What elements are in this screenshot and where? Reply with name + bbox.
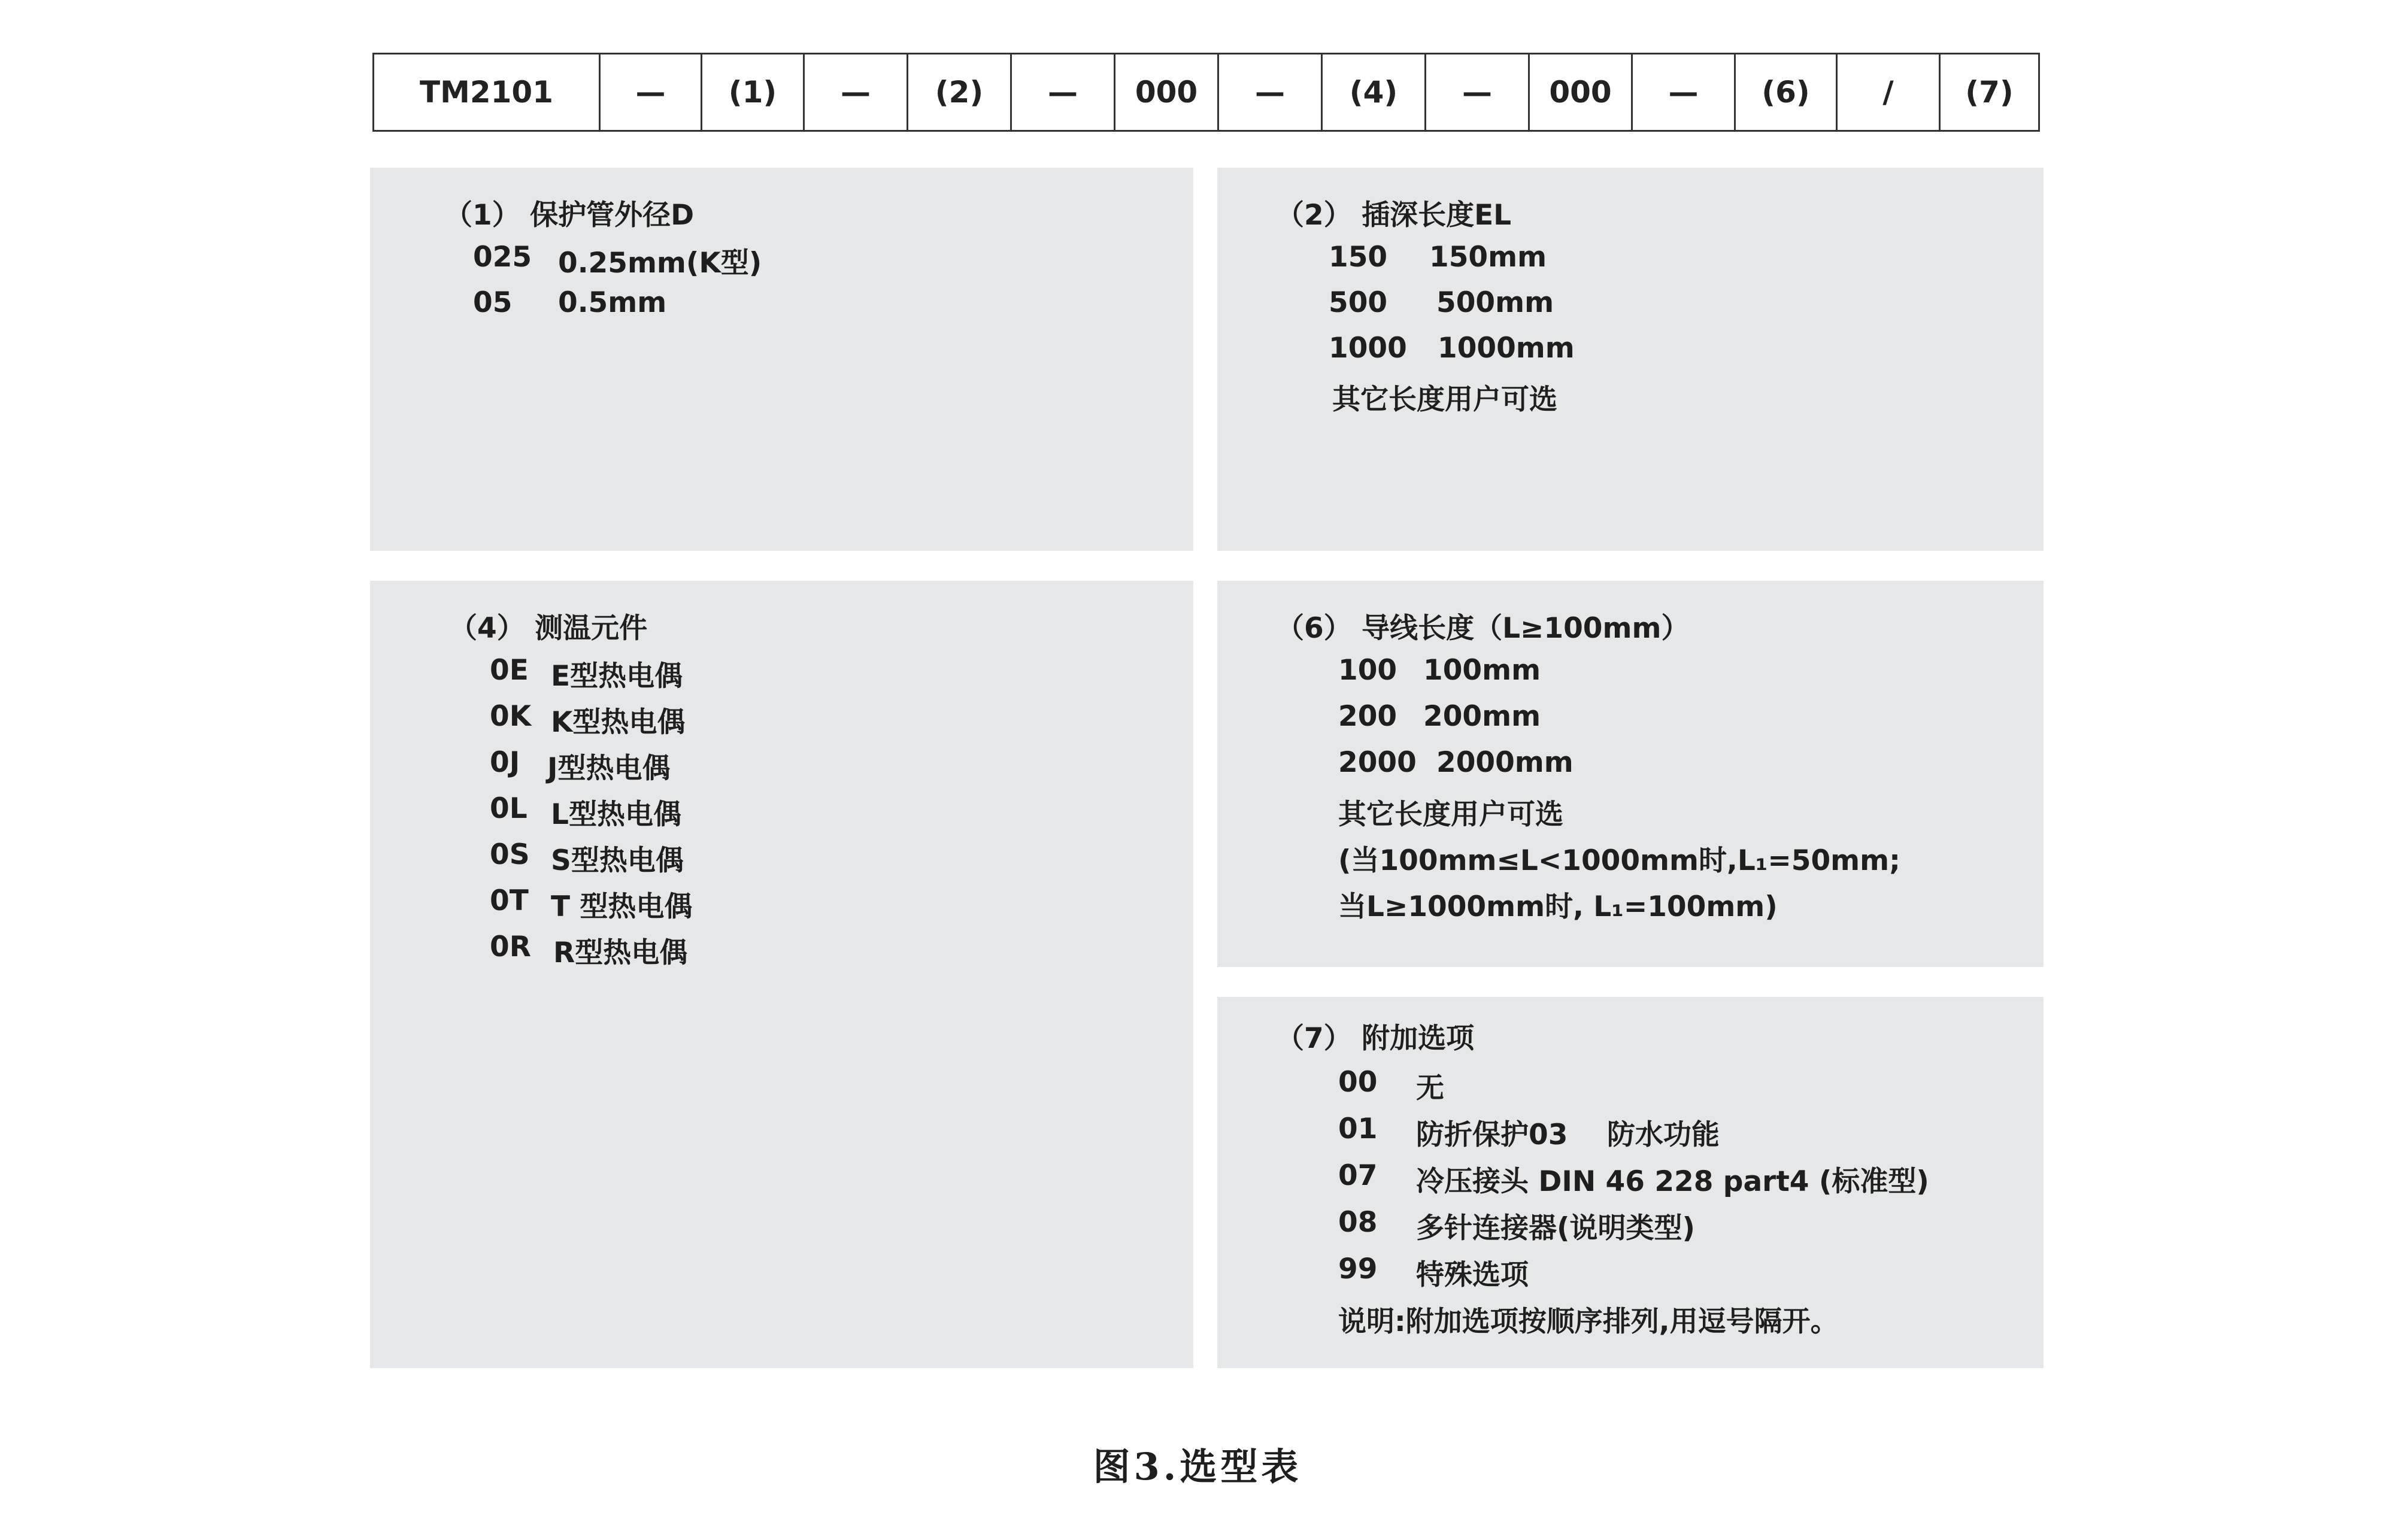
option-desc: 无 [1416,1072,1444,1105]
option-code: 08 [1338,1206,1378,1239]
code-cell-dash: — [1633,54,1736,130]
option-code: 99 [1338,1253,1378,1286]
option-desc: 2000mm [1436,746,1574,779]
option-code: 500 [1329,286,1388,319]
code-cell-7: (7) [1965,75,2014,110]
option-row [473,241,762,281]
option-desc: 500mm [1436,286,1554,319]
option-row [1338,1253,1529,1293]
option-note: 其它长度用户可选 [1332,383,1557,416]
option-code: 0E [490,654,529,687]
panel-title: （1） 保护管外径D [444,199,695,232]
option-row [1338,1066,1444,1106]
option-code: 01 [1338,1112,1378,1145]
code-cell-3: 000 [1115,54,1219,130]
option-desc: 200mm [1423,700,1541,733]
option-desc: K型热电偶 [551,706,686,739]
option-desc: L型热电偶 [551,798,681,831]
code-cell-5: 000 [1530,54,1633,130]
panel-additional-options [1217,997,2044,1368]
option-code: 100 [1338,654,1397,687]
option-desc: 冷压接头 DIN 46 228 part4 (标准型) [1416,1165,1929,1198]
panel-title: （2） 插深长度EL [1276,199,1512,232]
option-row [1338,746,1574,779]
option-row [490,654,683,694]
option-code: 0T [490,884,529,917]
option-desc: R型热电偶 [553,936,688,969]
panel-sensing-element [370,581,1193,1368]
code-cell-slash: / [1838,54,1941,130]
option-desc: 特殊选项 [1416,1259,1529,1292]
option-code: 07 [1338,1159,1378,1192]
option-row [490,930,687,971]
option-row [1329,286,1554,319]
option-desc: 1000mm [1438,332,1575,365]
option-row [490,884,692,924]
option-desc: T 型热电偶 [551,890,693,923]
option-row [1329,241,1547,274]
option-row [473,286,666,319]
option-row [490,746,671,786]
option-code: 0J [490,746,520,779]
panel-insertion-length [1217,168,2044,551]
panel-title: （6） 导线长度（L≥100mm） [1276,612,1690,645]
option-row [1338,1112,1720,1153]
option-code: 00 [1338,1066,1378,1099]
option-desc: J型热电偶 [547,752,671,785]
option-code: 025 [473,241,532,274]
option-code: 05 [473,286,513,319]
option-row [1338,700,1541,733]
code-cell-dash: — [1219,54,1323,130]
panel-protection-tube-diameter [370,168,1193,551]
option-row [490,792,681,832]
option-row [1338,1159,1929,1199]
option-code: 0L [490,792,527,825]
code-cell-dash: — [1012,54,1115,130]
panel-lead-length [1217,581,2044,967]
code-cell-model: TM2101 [374,54,601,130]
option-code: 2000 [1338,746,1417,779]
option-code: 0K [490,700,532,733]
panel-title: （7） 附加选项 [1276,1022,1475,1055]
code-cell-4: (4) [1323,54,1426,130]
option-note: 说明:附加选项按顺序排列,用逗号隔开。 [1338,1305,1839,1338]
option-row [1329,332,1575,365]
code-cell-6: (6) [1736,54,1838,130]
option-desc: 多针连接器(说明类型) [1416,1212,1695,1245]
option-code: 150 [1329,241,1388,274]
code-cell-dash: — [1426,54,1530,130]
option-desc: 0.5mm [558,286,667,319]
code-cell-1: (1) [702,54,805,130]
option-note: (当100mm≤L<1000mm时,L₁=50mm; [1338,844,1900,877]
option-desc: 100mm [1423,654,1541,687]
code-cell-2: (2) [908,54,1012,130]
option-note: 当L≥1000mm时, L₁=100mm) [1338,890,1778,923]
figure-caption: 图3.选型表 [1093,1445,1302,1489]
option-desc: S型热电偶 [551,844,684,877]
option-row [1338,1206,1695,1246]
option-desc: E型热电偶 [551,660,683,693]
panel-title: （4） 测温元件 [449,612,648,645]
model-code-row [372,53,2040,132]
code-cell-dash: — [601,54,702,130]
option-code: 1000 [1329,332,1407,365]
option-desc: 150mm [1429,241,1547,274]
code-cell-dash: — [805,54,908,130]
option-note: 其它长度用户可选 [1338,798,1563,831]
option-code: 200 [1338,700,1397,733]
option-desc: 防折保护03 防水功能 [1416,1118,1720,1151]
option-row [1338,654,1541,687]
option-row [490,838,684,878]
option-row [490,700,685,740]
option-code: 0S [490,838,530,871]
option-desc: 0.25mm(K型) [558,247,762,280]
option-code: 0R [490,930,531,963]
